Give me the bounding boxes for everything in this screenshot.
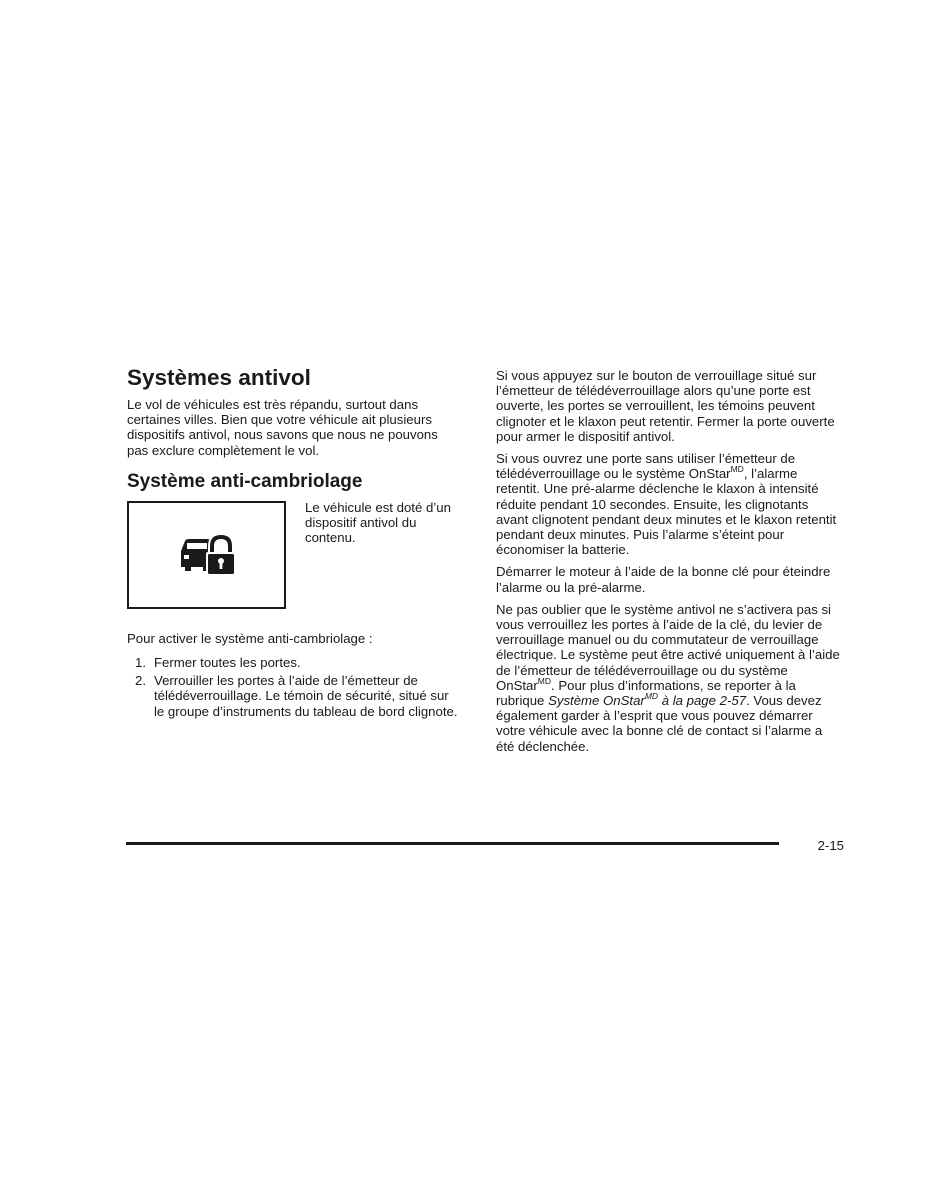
intro-paragraph: Le vol de véhicules est très répandu, surtout dans certaines villes. Bien que votre véhicule ait plusieurs dispositifs antivol, nous savons que nous ne pouvons pas exclure complètement le vol. bbox=[127, 397, 438, 458]
figure-box bbox=[127, 501, 286, 609]
paragraph-lock-button: Si vous appuyez sur le bouton de verrouillage situé sur l’émetteur de télédéverrouillage alors qu’une porte est ouverte, les portes se verrouillent, les témoins peuvent clignoter et le klaxon peut retentir. Fermer la porte ouverte pour armer le dispositif antivol. bbox=[496, 368, 835, 444]
trademark-sup: MD bbox=[730, 464, 744, 475]
step-text: Fermer toutes les portes. bbox=[154, 655, 301, 671]
figure-row bbox=[127, 501, 462, 616]
left-column bbox=[127, 365, 462, 722]
paragraph-start-engine: Démarrer le moteur à l’aide de la bonne clé pour éteindre l’alarme ou la pré-alarme. bbox=[496, 564, 831, 595]
link-text[interactable]: à la page 2-57 bbox=[658, 693, 747, 709]
link-text[interactable]: Système OnStar bbox=[548, 693, 645, 709]
paragraph-alarm bbox=[496, 451, 841, 557]
step-number: 1. bbox=[135, 655, 146, 671]
text-run: Ne pas oublier que le système antivol ne s’activera pas si vous verrouillez les portes à l’aide de la clé, du levier de verrouillage manuel ou du commutateur de verrouillage électrique. Le système peut être activé uniquement à l’aide de l’émetteur de télédéverrouillage ou du système OnStar bbox=[496, 601, 840, 693]
subsection-title: Système anti-cambriolage bbox=[127, 470, 363, 492]
step-text: Verrouiller les portes à l’aide de l’émetteur de télédéverrouillage. Le témoin de sécurité, situé sur le groupe d’instruments du tableau de bord clignote. bbox=[154, 673, 458, 719]
paragraph-reminder bbox=[496, 602, 841, 754]
right-column bbox=[496, 368, 841, 761]
text-run: . Pour plus d’informations, se reporter à la rubrique bbox=[496, 677, 796, 709]
footer-rule bbox=[126, 842, 779, 845]
text-run: . Vous devez également garder à l’esprit que vous pouvez démarrer votre véhicule avec la bonne clé de contact si l’alarme a été déclenchée. bbox=[496, 693, 823, 754]
trademark-sup: MD bbox=[644, 691, 659, 702]
car-padlock-icon bbox=[177, 533, 237, 577]
section-title: Systèmes antivol bbox=[127, 365, 311, 390]
steps-list bbox=[127, 655, 462, 719]
text-run: , l’alarme retentit. Une pré-alarme déclenche le klaxon à intensité réduite pendant 10 secondes. Ensuite, les clignotants avant clignotent pendant deux minutes et le klaxon retentit pendant deux minutes. Puis l’alarme s’éteint pour économiser la batterie. bbox=[496, 466, 837, 558]
trademark-sup: MD bbox=[537, 675, 552, 686]
list-item bbox=[127, 655, 462, 670]
figure-caption: Le véhicule est doté d’un dispositif antivol du contenu. bbox=[305, 499, 451, 546]
step-number: 2. bbox=[135, 673, 146, 689]
text-run: Si vous ouvrez une porte sans utiliser l’émetteur de télédéverrouillage ou le système OnStar bbox=[496, 451, 796, 482]
page-number: 2-15 bbox=[817, 838, 844, 853]
cross-reference-link[interactable] bbox=[548, 693, 746, 708]
steps-intro: Pour activer le système anti-cambriolage : bbox=[127, 630, 373, 646]
list-item bbox=[127, 673, 462, 719]
